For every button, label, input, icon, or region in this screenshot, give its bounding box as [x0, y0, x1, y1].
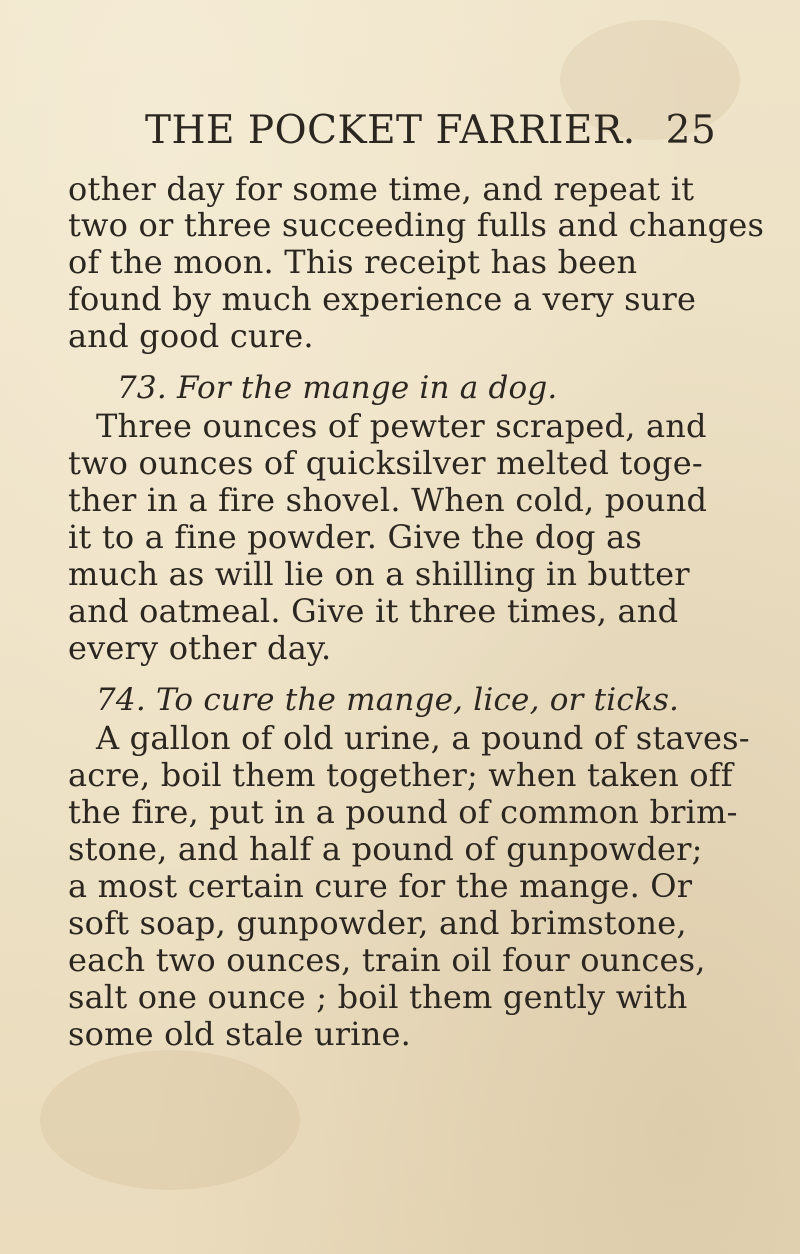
paper-stain [40, 1050, 300, 1190]
text-line: found by much experience a very sure [68, 280, 697, 318]
text-line: salt one ounce ; boil them gently with [68, 978, 688, 1016]
text-line: much as will lie on a shilling in butter [68, 555, 690, 593]
text-line: two or three succeeding fulls and changes [68, 206, 765, 244]
text-line: two ounces of quicksilver melted toge- [68, 444, 703, 482]
text-line: every other day. [68, 629, 332, 667]
text-line: soft soap, gunpowder, and brimstone, [68, 904, 687, 942]
page-number: 25 [665, 108, 717, 153]
text-line: stone, and half a pound of gunpowder; [68, 830, 703, 868]
text-line: and oatmeal. Give it three times, and [68, 592, 679, 630]
text-line: other day for some time, and repeat it [68, 170, 695, 208]
text-line: ther in a fire shovel. When cold, pound [68, 481, 708, 519]
text-line: Three ounces of pewter scraped, and [96, 407, 707, 445]
text-line: of the moon. This receipt has been [68, 243, 638, 281]
running-title: THE POCKET FARRIER. [145, 108, 636, 153]
recipe-heading-73: 73. For the mange in a dog. [117, 370, 558, 406]
text-line: and good cure. [68, 317, 314, 355]
text-line: each two ounces, train oil four ounces, [68, 941, 706, 979]
text-line: some old stale urine. [68, 1015, 412, 1053]
text-line: the fire, put in a pound of common brim- [68, 793, 738, 831]
recipe-heading-74: 74. To cure the mange, lice, or ticks. [96, 682, 680, 718]
text-line: acre, boil them together; when taken off [68, 756, 733, 794]
text-line: it to a fine powder. Give the dog as [68, 518, 642, 556]
text-line: a most certain cure for the mange. Or [68, 867, 693, 905]
running-header [145, 108, 800, 153]
text-line: A gallon of old urine, a pound of staves- [96, 719, 750, 757]
